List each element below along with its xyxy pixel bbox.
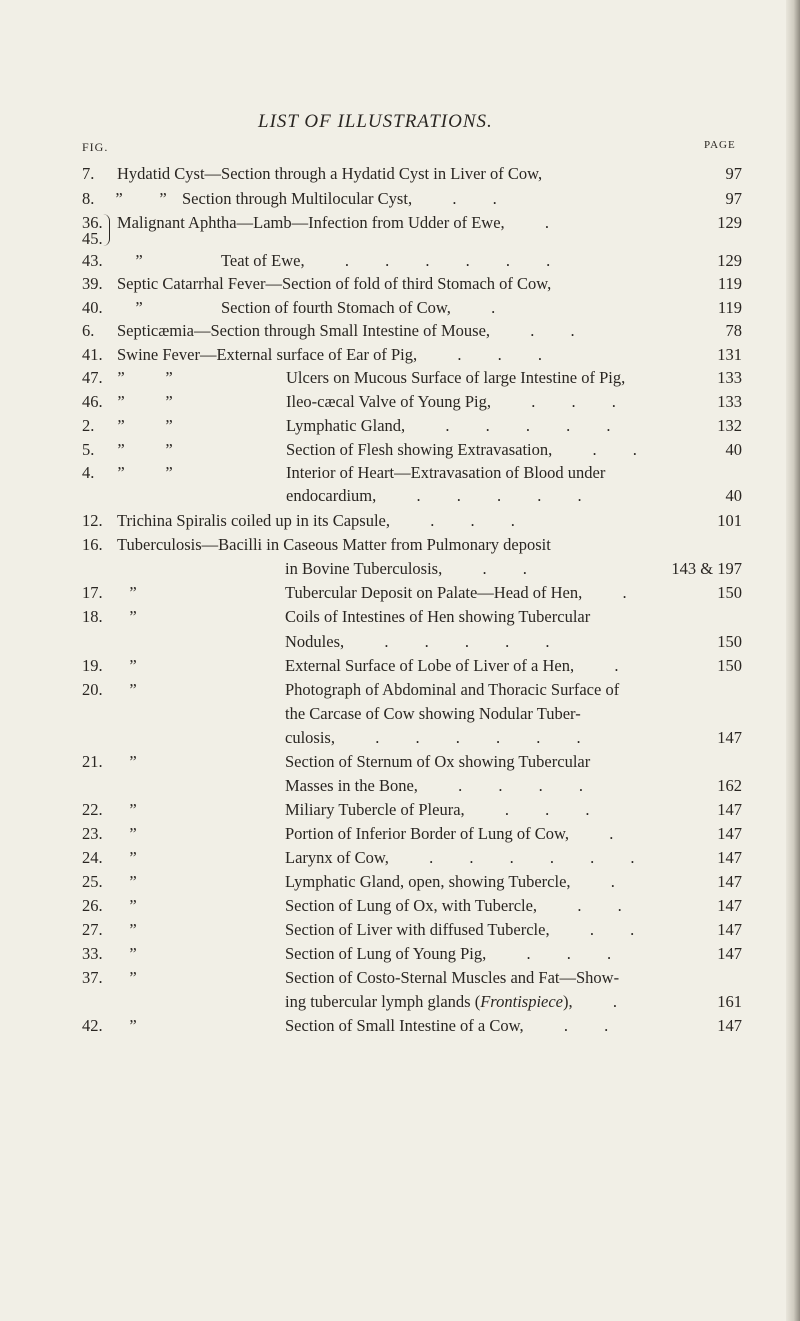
figure-number: 24. [82, 848, 103, 867]
page-number: 147 [717, 848, 742, 867]
page-number: 78 [725, 321, 742, 340]
list-item [0, 345, 760, 367]
list-item [0, 680, 760, 702]
ditto-mark: ” [117, 368, 125, 387]
entry-caption: Section of Lung of Young Pig, . . . [285, 944, 628, 963]
list-item [0, 416, 760, 438]
list-item [0, 776, 760, 798]
page-number: 133 [717, 368, 742, 387]
ditto-mark: ” [129, 607, 137, 626]
figure-number: 36. [82, 213, 103, 232]
ditto-mark: ” [129, 944, 137, 963]
entry-caption: Ulcers on Mucous Surface of large Intestine of Pig, [286, 368, 626, 387]
page-number: 150 [717, 632, 742, 651]
ditto-mark: ” [135, 251, 143, 270]
ditto-mark: ” [129, 656, 137, 675]
figure-number: 39. [82, 274, 103, 293]
leader-dots: . . . [390, 511, 531, 530]
leader-dots: . . [490, 321, 591, 340]
entry-caption: Nodules, . . . . . [285, 632, 566, 651]
figure-number: 27. [82, 920, 103, 939]
list-item [0, 896, 760, 918]
list-item [0, 392, 760, 414]
ditto-mark: ” [129, 824, 137, 843]
entry-caption: Septicæmia—Section through Small Intestine of Mouse, . . [117, 321, 591, 340]
figure-number: 47. [82, 368, 103, 387]
figure-number: 40. [82, 298, 103, 317]
leader-dots: . . . . . [376, 486, 598, 505]
ditto-mark: ” [129, 800, 137, 819]
page-number: 162 [717, 776, 742, 795]
leader-dots: . . . [491, 392, 632, 411]
figure-number: 5. [82, 440, 95, 459]
page-number: 161 [717, 992, 742, 1011]
list-item [0, 274, 760, 296]
page-number: 150 [717, 656, 742, 675]
figure-number: 33. [82, 944, 103, 963]
ditto-mark: ” [165, 463, 173, 482]
page-number: 97 [725, 189, 742, 208]
figure-number: 42. [82, 1016, 103, 1035]
list-item [0, 535, 760, 557]
page-number: 147 [717, 944, 742, 963]
figure-number: 6. [82, 321, 95, 340]
entry-caption: Section of Liver with diffused Tubercle, . . [285, 920, 651, 939]
entry-caption: Teat of Ewe, . . . . . . [221, 251, 567, 270]
list-item [0, 463, 760, 485]
entry-caption: Interior of Heart—Extravasation of Blood under [286, 463, 606, 482]
figure-number: 17. [82, 583, 103, 602]
list-item [0, 872, 760, 894]
leader-dots: . . [523, 1016, 625, 1035]
list-item [0, 298, 760, 320]
leader-dots: . [570, 872, 631, 891]
entry-caption: Section through Multilocular Cyst, . . [182, 189, 513, 208]
figure-number: 26. [82, 896, 103, 915]
entry-caption: Masses in the Bone, . . . . [285, 776, 600, 795]
figure-number: 41. [82, 345, 103, 364]
leader-dots: . . [442, 559, 543, 578]
figure-number: 25. [82, 872, 103, 891]
list-item [0, 656, 760, 678]
entry-caption: Section of Sternum of Ox showing Tubercular [285, 752, 591, 771]
ditto-mark: ” [115, 189, 123, 208]
list-item [0, 800, 760, 822]
entry-caption: Miliary Tubercle of Pleura, . . . [285, 800, 606, 819]
page-number: 119 [717, 274, 742, 293]
figure-number: 46. [82, 392, 103, 411]
leader-dots: . . . [464, 800, 606, 819]
list-item [0, 920, 760, 942]
entry-caption: ing tubercular lymph glands (Frontispiece), . [285, 992, 634, 1011]
list-item [0, 632, 760, 654]
figure-number: 21. [82, 752, 103, 771]
entry-caption: endocardium, . . . . . [286, 486, 598, 505]
entry-caption: Septic Catarrhal Fever—Section of fold of third Stomach of Cow, [117, 274, 552, 293]
ditto-mark: ” [165, 368, 173, 387]
list-item [0, 189, 760, 211]
leader-dots: . [572, 992, 634, 1011]
entry-caption-italic: Frontispiece [480, 992, 564, 1011]
entry-caption: External Surface of Lobe of Liver of a Hen, . [285, 656, 635, 675]
page-number: 119 [717, 298, 742, 317]
entry-caption: Tubercular Deposit on Palate—Head of Hen, . [285, 583, 643, 602]
ditto-mark: ” [129, 920, 137, 939]
ditto-mark: ” [129, 848, 137, 867]
leader-dots: . . . . . [344, 632, 566, 651]
entry-caption: Ileo-cæcal Valve of Young Pig, . . . [286, 392, 632, 411]
ditto-mark: ” [117, 463, 125, 482]
entry-caption: Lymphatic Gland, open, showing Tubercle, . [285, 872, 631, 891]
leader-dots: . [450, 298, 512, 317]
entry-caption: culosis, . . . . . . [285, 728, 597, 747]
figure-number: 2. [82, 416, 95, 435]
list-item [0, 728, 760, 750]
list-item [0, 992, 760, 1014]
page-number: 147 [717, 824, 742, 843]
page-number: 40 [725, 440, 742, 459]
entry-caption: Hydatid Cyst—Section through a Hydatid Cyst in Liver of Cow, [117, 164, 543, 183]
leader-dots: . . [549, 920, 651, 939]
ditto-mark: ” [129, 968, 137, 987]
list-item [0, 229, 760, 251]
page-number: 147 [717, 872, 742, 891]
ditto-mark: ” [129, 1016, 137, 1035]
page-number: 150 [717, 583, 742, 602]
page-number: 147 [717, 896, 742, 915]
ditto-mark: ” [129, 680, 137, 699]
entry-caption: Portion of Inferior Border of Lung of Cow, . [285, 824, 630, 843]
page-number: 131 [717, 345, 742, 364]
ditto-mark: ” [159, 189, 167, 208]
figure-number: 23. [82, 824, 103, 843]
leader-dots: . . [412, 189, 513, 208]
leader-dots: . [504, 213, 566, 232]
figure-number: 7. [82, 164, 95, 183]
leader-dots: . . . . . . [304, 251, 567, 270]
page-number: 101 [717, 511, 742, 530]
column-label-fig: FIG. [82, 140, 109, 154]
entry-caption: Photograph of Abdominal and Thoracic Surface of [285, 680, 620, 699]
leader-dots: . . . . . . [334, 728, 597, 747]
entry-caption: Swine Fever—External surface of Ear of Pig, . . . [117, 345, 558, 364]
leader-dots: . [574, 656, 635, 675]
ditto-mark: ” [165, 416, 173, 435]
page-number: 147 [717, 920, 742, 939]
ditto-mark: ” [117, 416, 125, 435]
list-item [0, 1016, 760, 1038]
figure-number: 45. [82, 229, 103, 248]
running-head: LIST OF ILLUSTRATIONS. [258, 111, 493, 132]
ditto-mark: ” [165, 392, 173, 411]
leader-dots: . . . . . [405, 416, 627, 435]
figure-number: 22. [82, 800, 103, 819]
entry-caption: Section of fourth Stomach of Cow, . [221, 298, 512, 317]
leader-dots: . [582, 583, 643, 602]
entry-caption: Tuberculosis—Bacilli in Caseous Matter from Pulmonary deposit [117, 535, 551, 554]
list-item [0, 704, 760, 726]
entry-caption: Larynx of Cow, . . . . . . [285, 848, 651, 867]
leader-dots: . [568, 824, 630, 843]
page-number: 40 [725, 486, 742, 505]
entry-caption: Section of Lung of Ox, with Tubercle, . . [285, 896, 638, 915]
page-number: 147 [717, 1016, 742, 1035]
ditto-mark: ” [165, 440, 173, 459]
list-item [0, 944, 760, 966]
list-item [0, 164, 760, 186]
entry-caption: Section of Costo-Sternal Muscles and Fat—Show- [285, 968, 620, 987]
entry-caption: Coils of Intestines of Hen showing Tubercular [285, 607, 591, 626]
list-item [0, 486, 760, 508]
entry-caption: Section of Small Intestine of a Cow, . . [285, 1016, 625, 1035]
list-item [0, 968, 760, 990]
list-item [0, 368, 760, 390]
figure-number: 19. [82, 656, 103, 675]
list-item [0, 440, 760, 462]
page-number: 132 [717, 416, 742, 435]
list-item [0, 607, 760, 629]
page-number: 147 [717, 728, 742, 747]
entry-caption: in Bovine Tuberculosis, . . [285, 559, 543, 578]
page-number: 147 [717, 800, 742, 819]
ditto-mark: ” [129, 583, 137, 602]
page-edge-shadow [786, 0, 800, 1321]
entry-caption: Trichina Spiralis coiled up in its Capsule, . . . [117, 511, 531, 530]
entry-caption: Malignant Aphtha—Lamb—Infection from Udder of Ewe, . [117, 213, 566, 232]
ditto-mark: ” [129, 896, 137, 915]
entry-caption: the Carcase of Cow showing Nodular Tuber- [285, 704, 581, 723]
list-item [0, 848, 760, 870]
list-item [0, 559, 760, 581]
list-item [0, 511, 760, 533]
leader-dots: . . . . . . [388, 848, 651, 867]
page-number: 97 [725, 164, 742, 183]
figure-number: 37. [82, 968, 103, 987]
page-number: 143 & 197 [671, 559, 742, 578]
list-item [0, 824, 760, 846]
figure-number: 18. [82, 607, 103, 626]
figure-number: 20. [82, 680, 103, 699]
list-item [0, 752, 760, 774]
leader-dots: . . [552, 440, 653, 459]
ditto-mark: ” [135, 298, 143, 317]
entry-caption: Section of Flesh showing Extravasation, . . [286, 440, 653, 459]
list-item [0, 583, 760, 605]
ditto-mark: ” [129, 752, 137, 771]
figure-number: 12. [82, 511, 103, 530]
leader-dots: . . . . [417, 776, 600, 795]
leader-dots: . . . [486, 944, 628, 963]
leader-dots: . . [537, 896, 638, 915]
figure-number: 16. [82, 535, 103, 554]
leader-dots: . . . [417, 345, 558, 364]
figure-number: 4. [82, 463, 95, 482]
page-number: 129 [717, 251, 742, 270]
column-label-page: PAGE [704, 139, 736, 151]
ditto-mark: ” [117, 440, 125, 459]
list-item [0, 251, 760, 273]
page-number: 133 [717, 392, 742, 411]
ditto-mark: ” [129, 872, 137, 891]
figure-number: 43. [82, 251, 103, 270]
ditto-mark: ” [117, 392, 125, 411]
figure-number: 8. [82, 189, 95, 208]
page-number: 129 [717, 213, 742, 232]
list-item [0, 321, 760, 343]
entry-caption: Lymphatic Gland, . . . . . [286, 416, 627, 435]
